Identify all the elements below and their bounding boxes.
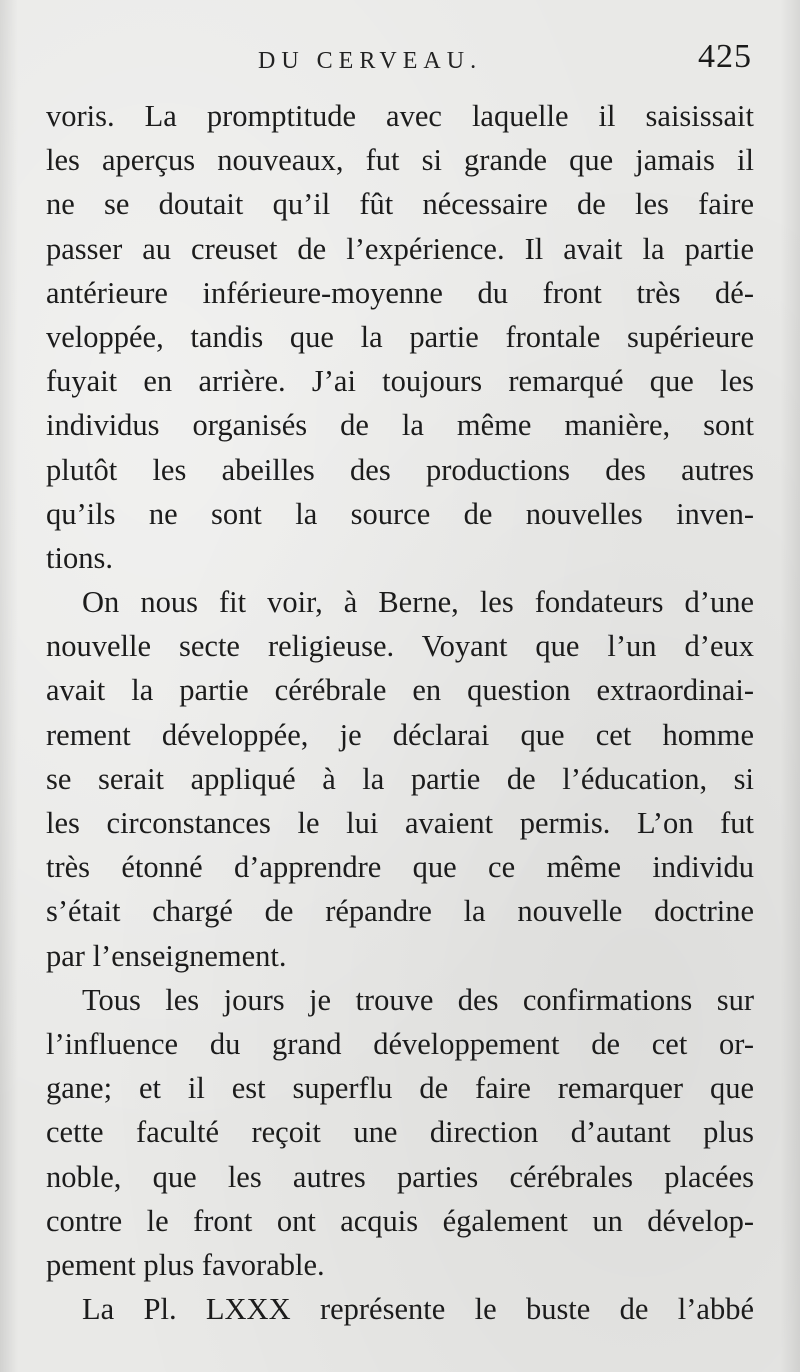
text-line: se serait appliqué à la partie de l’éducation, si <box>46 761 754 796</box>
text-line: avait la partie cérébrale en question extraordinai- <box>46 673 754 708</box>
text-line: très étonné d’apprendre que ce même individu <box>46 850 754 885</box>
paragraph-start-line: On nous fit voir, à Berne, les fondateurs d’une <box>82 585 754 620</box>
text-line: plutôt les abeilles des productions des autres <box>46 452 754 487</box>
body-text <box>46 94 754 1331</box>
paragraph-start-line: La Pl. LXXX représente le buste de l’abbé <box>82 1292 754 1327</box>
running-head <box>0 36 800 86</box>
text-line: s’était chargé de répandre la nouvelle doctrine <box>46 894 754 929</box>
text-line: nouvelle secte religieuse. Voyant que l’un d’eux <box>46 629 754 664</box>
text-line: veloppée, tandis que la partie frontale supérieure <box>46 319 754 354</box>
text-line: cette faculté reçoit une direction d’autant plus <box>46 1115 754 1150</box>
text-line: les circonstances le lui avaient permis. L’on fut <box>46 806 754 840</box>
text-line: tions. <box>46 540 113 575</box>
text-line: voris. La promptitude avec laquelle il saisissait <box>46 99 754 133</box>
text-line: individus organisés de la même manière, sont <box>46 408 754 443</box>
page-number: 425 <box>698 38 752 75</box>
paragraph-start-line: Tous les jours je trouve des confirmations sur <box>82 982 754 1017</box>
text-line: contre le front ont acquis également un dévelop- <box>46 1203 754 1238</box>
text-line: l’influence du grand développement de cet or- <box>46 1026 754 1061</box>
text-line: noble, que les autres parties cérébrales placées <box>46 1159 754 1194</box>
text-line: les aperçus nouveaux, fut si grande que jamais il <box>46 143 754 178</box>
text-line: gane; et il est superflu de faire remarquer que <box>46 1071 754 1106</box>
running-head-title: DU CERVEAU. <box>258 48 483 74</box>
text-line: fuyait en arrière. J’ai toujours remarqué que les <box>46 364 754 399</box>
text-line: pement plus favorable. <box>46 1247 325 1282</box>
text-line: qu’ils ne sont la source de nouvelles inven- <box>46 496 754 531</box>
text-line: par l’enseignement. <box>46 938 287 973</box>
text-line: rement développée, je déclarai que cet homme <box>46 717 754 752</box>
text-line: antérieure inférieure-moyenne du front très dé- <box>46 275 754 310</box>
text-line: passer au creuset de l’expérience. Il avait la partie <box>46 231 754 266</box>
text-line: ne se doutait qu’il fût nécessaire de les faire <box>46 187 754 222</box>
